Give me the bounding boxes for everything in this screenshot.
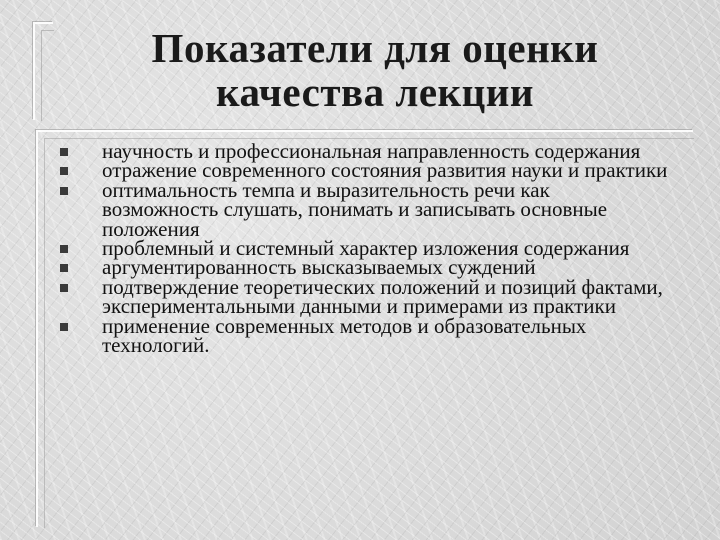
square-bullet-icon [60, 167, 68, 175]
slide-title-line-2: качества лекции [215, 69, 535, 115]
square-bullet-icon [60, 284, 68, 292]
list-item-text: проблемный и системный характер изложения содержания [102, 236, 630, 261]
list-item [60, 274, 670, 319]
decorative-frame-top [33, 22, 53, 120]
list-item-text: научность и профессиональная направленность содержания [102, 139, 641, 163]
square-bullet-icon [60, 245, 68, 253]
square-bullet-icon [60, 148, 68, 156]
bullet-list [60, 139, 670, 358]
square-bullet-icon [60, 323, 68, 331]
list-item-text: применение современных методов и образовательных технологий. [102, 313, 587, 358]
list-item-text: оптимальность темпа и выразительность речи как возможность слушать, понимать и записывать основные положения [102, 177, 608, 241]
list-item-text: аргументированность высказываемых суждений [102, 255, 536, 280]
list-item [60, 177, 670, 241]
slide-title-line-1: Показатели для оценки [151, 25, 599, 71]
list-item-text: подтверждение теоретических положений и позиций фактами, экспериментальными данными и примерами из практики [102, 274, 663, 319]
slide-title [80, 26, 670, 114]
list-item-text: отражение современного состояния развития науки и практики [102, 158, 668, 183]
list-item [60, 313, 670, 358]
square-bullet-icon [60, 264, 68, 272]
square-bullet-icon [60, 187, 68, 195]
